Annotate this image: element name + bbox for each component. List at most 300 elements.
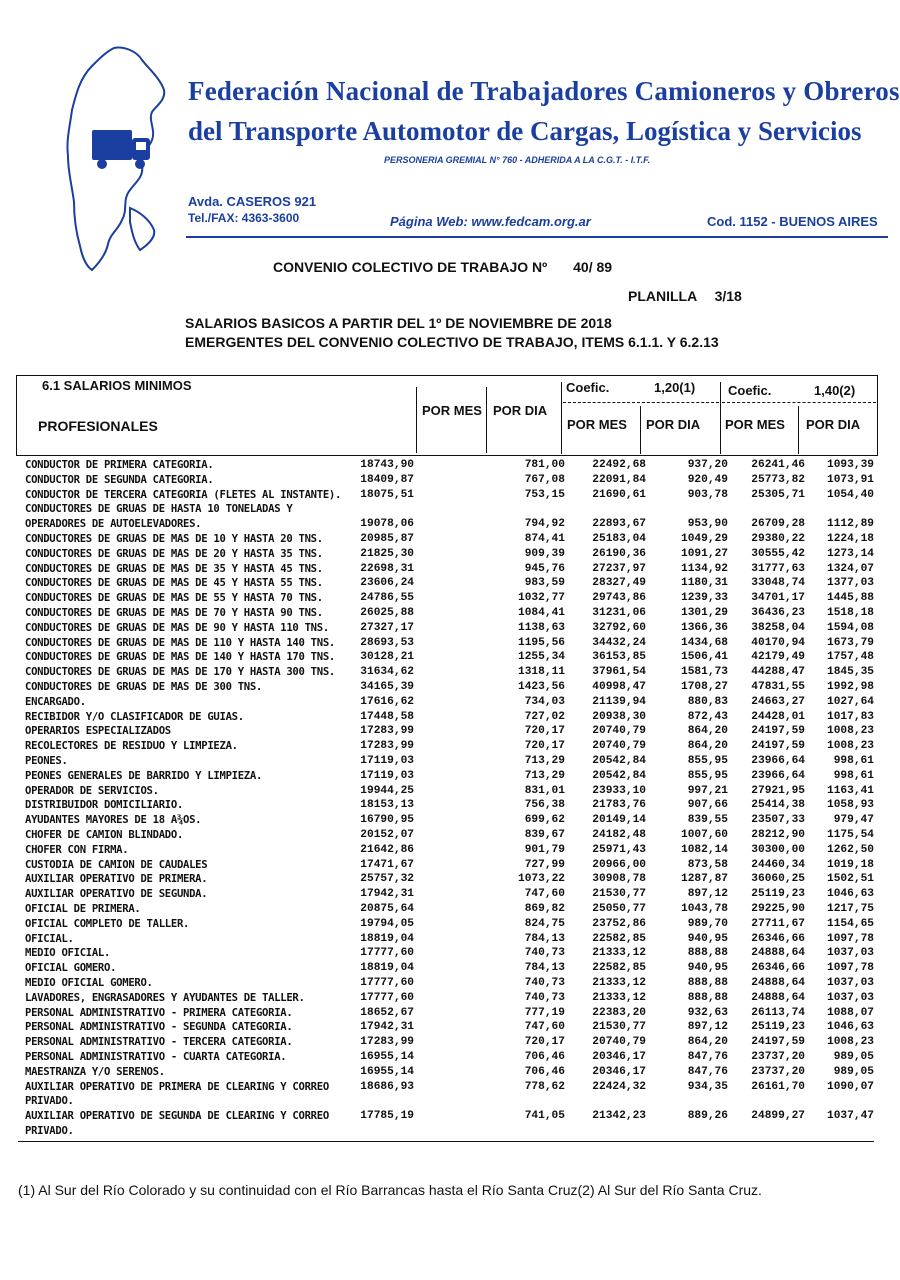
- salary-por-dia: 767,08: [524, 473, 565, 486]
- table-row: [18, 459, 878, 474]
- salary-por-mes-coef2: 25414,38: [751, 799, 805, 812]
- category-name: CONDUCTORES DE GRUAS DE MAS DE 55 Y HASTA 70 TNS.: [25, 592, 323, 605]
- salary-por-dia-coef2: 1163,41: [827, 784, 874, 797]
- salary-por-dia-coef2: 1027,64: [827, 695, 874, 708]
- category-name: PRIVADO.: [25, 1095, 74, 1108]
- table-row: [18, 1036, 878, 1051]
- category-name: OFICIAL COMPLETO DE TALLER.: [25, 917, 190, 930]
- salary-por-dia: 1084,41: [518, 607, 565, 619]
- salary-por-dia: 753,15: [524, 488, 565, 501]
- salary-por-mes: 16790,95: [360, 814, 414, 827]
- salary-por-dia-coef2: 1019,18: [827, 858, 874, 871]
- category-name: ENCARGADO.: [25, 695, 86, 708]
- table-row: [18, 1051, 878, 1066]
- salary-por-dia-coef2: 1008,23: [827, 740, 874, 753]
- salary-por-mes-coef2: 26346,66: [751, 962, 805, 975]
- salary-por-mes-coef2: 25305,71: [751, 488, 805, 501]
- salary-por-mes: 20152,07: [360, 829, 414, 841]
- planilla: [628, 288, 742, 304]
- salary-por-mes: 28693,53: [360, 636, 414, 649]
- table-row: [18, 1021, 878, 1036]
- salary-por-mes: 26025,88: [360, 607, 414, 619]
- salary-por-dia: 869,82: [524, 903, 565, 915]
- salary-por-mes-coef1: 22893,67: [592, 518, 646, 531]
- salary-por-dia: 1255,34: [518, 651, 565, 664]
- category-name: OPERADORES DE AUTOELEVADORES.: [25, 518, 202, 531]
- salary-por-mes-coef1: 21333,12: [592, 977, 646, 989]
- header-por-mes-coef2: POR MES: [725, 417, 785, 432]
- category-name: RECIBIDOR Y/O CLASIFICADOR DE GUIAS.: [25, 710, 244, 723]
- salary-por-mes-coef1: 36153,85: [592, 651, 646, 664]
- salary-por-mes: 21642,86: [360, 843, 414, 856]
- table-row: [18, 977, 878, 992]
- salary-por-mes-coef2: 30300,00: [751, 843, 805, 856]
- salary-por-mes: 23606,24: [360, 577, 414, 590]
- salary-por-dia-coef2: 1097,78: [827, 962, 874, 975]
- salary-por-dia: 983,59: [524, 577, 565, 590]
- salary-por-mes-coef2: 30555,42: [751, 547, 805, 560]
- table-row: [18, 755, 878, 770]
- salary-por-dia-coef2: 1502,51: [827, 873, 874, 886]
- salary-por-mes-coef2: 29225,90: [751, 903, 805, 915]
- salary-por-dia: 727,02: [524, 710, 565, 723]
- salary-por-mes-coef2: 26709,28: [751, 518, 805, 531]
- salary-por-mes-coef1: 30908,78: [592, 873, 646, 886]
- salary-por-mes-coef1: 20740,79: [592, 725, 646, 738]
- table-row: [18, 607, 878, 622]
- table-row: [18, 829, 878, 844]
- salary-por-dia: 778,62: [524, 1080, 565, 1093]
- coef-divider: [563, 402, 719, 403]
- salary-por-dia: 756,38: [524, 799, 565, 812]
- salary-por-mes-coef1: 20542,84: [592, 755, 646, 767]
- salary-por-mes-coef1: 22383,20: [592, 1006, 646, 1019]
- salary-por-mes-coef2: 23966,64: [751, 755, 805, 767]
- salary-por-dia-coef1: 953,90: [687, 518, 728, 531]
- salary-por-mes: 17942,31: [360, 888, 414, 901]
- salary-por-dia-coef1: 1366,36: [681, 621, 728, 634]
- salary-por-dia-coef1: 855,95: [687, 769, 728, 782]
- table-row: [18, 503, 878, 518]
- category-name: LAVADORES, ENGRASADORES Y AYUDANTES DE TALLER.: [25, 991, 305, 1004]
- salary-por-mes-coef2: 23737,20: [751, 1065, 805, 1078]
- category-name: PEONES GENERALES DE BARRIDO Y LIMPIEZA.: [25, 769, 263, 782]
- col-divider: [486, 387, 487, 453]
- salary-por-mes-coef2: 38258,04: [751, 621, 805, 634]
- footnote: (1) Al Sur del Río Colorado y su continuidad con el Río Barrancas hasta el Río Santa Cruz(2) Al Sur del Río Santa Cruz.: [18, 1182, 762, 1198]
- personeria-gremial: PERSONERIA GREMIAL N° 760 - ADHERIDA A LA C.G.T. - I.T.F.: [384, 155, 651, 165]
- salary-por-mes: 17448,58: [360, 710, 414, 723]
- salary-por-dia: 1423,56: [518, 681, 565, 693]
- table-row: [18, 681, 878, 696]
- salary-por-dia-coef1: 1091,27: [681, 547, 728, 560]
- salary-por-mes-coef2: 28212,90: [751, 829, 805, 841]
- salary-por-mes-coef2: 23966,64: [751, 769, 805, 782]
- table-row: [18, 518, 878, 533]
- salary-por-mes: 17777,60: [360, 991, 414, 1004]
- salary-por-mes-coef2: 24428,01: [751, 710, 805, 723]
- salary-por-dia: 1073,22: [518, 873, 565, 886]
- salary-por-mes-coef2: 24197,59: [751, 1036, 805, 1049]
- coef-value-2: 1,40(2): [814, 383, 856, 398]
- salary-por-dia-coef1: 897,12: [687, 1021, 728, 1034]
- header-por-dia-coef1: POR DIA: [646, 417, 701, 432]
- telfax: Tel./FAX: 4363-3600: [188, 211, 300, 225]
- salary-por-mes: 22698,31: [360, 562, 414, 575]
- salary-por-mes: 25757,32: [360, 873, 414, 886]
- salary-por-mes: 18153,13: [360, 799, 414, 812]
- category-name: CONDUCTORES DE GRUAS DE MAS DE 170 Y HASTA 300 TNS.: [25, 666, 335, 679]
- col-divider: [720, 382, 721, 454]
- header-por-dia: POR DIA: [493, 403, 548, 418]
- salary-por-dia-coef2: 1037,03: [827, 977, 874, 989]
- salary-por-dia: 874,41: [524, 533, 565, 545]
- salary-por-dia-coef2: 1262,50: [827, 843, 874, 856]
- salary-por-mes-coef2: 47831,55: [751, 681, 805, 693]
- salary-por-mes-coef1: 26190,36: [592, 547, 646, 560]
- salary-por-mes-coef2: 24888,64: [751, 991, 805, 1004]
- salary-por-dia-coef2: 1054,40: [827, 488, 874, 501]
- table-row: [18, 592, 878, 607]
- salary-por-mes-coef2: 24197,59: [751, 740, 805, 753]
- salary-por-mes-coef1: 24182,48: [592, 829, 646, 841]
- salary-por-mes: 17616,62: [360, 695, 414, 708]
- table-row: [18, 622, 878, 637]
- salary-por-mes: 17119,03: [360, 755, 414, 767]
- table-row: [18, 711, 878, 726]
- table-row: [18, 489, 878, 504]
- col-divider: [798, 406, 799, 454]
- salary-por-dia-coef2: 1518,18: [827, 607, 874, 619]
- table-row: [18, 1095, 878, 1110]
- category-name: PERSONAL ADMINISTRATIVO - CUARTA CATEGORIA.: [25, 1051, 287, 1063]
- category-name: CONDUCTORES DE GRUAS DE HASTA 10 TONELADAS Y: [25, 503, 293, 516]
- salary-por-mes-coef1: 25183,04: [592, 533, 646, 545]
- salary-por-dia-coef1: 989,70: [687, 917, 728, 930]
- salary-por-dia-coef1: 888,88: [687, 947, 728, 960]
- profesionales-header: PROFESIONALES: [38, 418, 158, 434]
- category-name: CONDUCTORES DE GRUAS DE MAS DE 10 Y HASTA 20 TNS.: [25, 533, 323, 545]
- coef-value-1: 1,20(1): [654, 380, 696, 395]
- salary-por-mes: 19794,05: [360, 917, 414, 930]
- category-name: CONDUCTORES DE GRUAS DE MAS DE 35 Y HASTA 45 TNS.: [25, 562, 323, 575]
- salary-por-dia: 1032,77: [518, 592, 565, 605]
- salary-por-dia-coef2: 1377,03: [827, 577, 874, 590]
- salary-por-dia-coef1: 1134,92: [681, 562, 728, 575]
- salary-por-mes: 17942,31: [360, 1021, 414, 1034]
- salary-por-dia-coef1: 997,21: [687, 784, 728, 797]
- salary-por-mes-coef2: 24663,27: [751, 695, 805, 708]
- org-name-line-2: del Transporte Automotor de Cargas, Logística y Servicios: [188, 116, 862, 146]
- category-name: PERSONAL ADMINISTRATIVO - TERCERA CATEGORIA.: [25, 1036, 293, 1049]
- table-row: [18, 785, 878, 800]
- salary-por-mes-coef2: 26113,74: [751, 1006, 805, 1019]
- salary-por-mes-coef2: 24460,34: [751, 858, 805, 871]
- salary-por-dia-coef1: 1049,29: [681, 533, 728, 545]
- table-row: [18, 577, 878, 592]
- salary-por-dia: 784,13: [524, 962, 565, 975]
- salary-por-mes: 18819,04: [360, 962, 414, 975]
- category-name: CONDUCTOR DE SEGUNDA CATEGORIA.: [25, 473, 214, 486]
- salary-por-dia-coef1: 920,49: [687, 473, 728, 486]
- salary-por-dia-coef1: 940,95: [687, 962, 728, 975]
- subtitle-line-1: SALARIOS BASICOS A PARTIR DEL 1º DE NOVIEMBRE DE 2018: [185, 315, 612, 331]
- category-name: AUXILIAR OPERATIVO DE SEGUNDA.: [25, 888, 208, 901]
- table-row: [18, 918, 878, 933]
- salary-por-mes-coef1: 22091,84: [592, 473, 646, 486]
- salary-por-dia: 1318,11: [518, 666, 565, 679]
- salary-por-dia: 734,03: [524, 695, 565, 708]
- category-name: OFICIAL DE PRIMERA.: [25, 903, 141, 915]
- table-row: [18, 933, 878, 948]
- postal-code: Cod. 1152 - BUENOS AIRES: [707, 214, 878, 229]
- salary-por-dia-coef2: 1845,35: [827, 666, 874, 679]
- salary-por-mes-coef2: 25119,23: [751, 1021, 805, 1034]
- category-name: RECOLECTORES DE RESIDUO Y LIMPIEZA.: [25, 740, 238, 753]
- col-divider: [640, 406, 641, 454]
- salary-por-dia-coef2: 1073,91: [827, 473, 874, 486]
- category-name: CONDUCTORES DE GRUAS DE MAS DE 70 Y HASTA 90 TNS.: [25, 607, 323, 619]
- salary-por-mes-coef1: 20740,79: [592, 1036, 646, 1049]
- salary-por-dia: 720,17: [524, 725, 565, 738]
- salary-por-mes: 27327,17: [360, 621, 414, 634]
- salary-por-dia-coef2: 989,05: [833, 1051, 874, 1063]
- salary-por-dia-coef2: 998,61: [833, 769, 874, 782]
- salary-por-mes: 18075,51: [360, 488, 414, 501]
- salary-por-mes-coef1: 20740,79: [592, 740, 646, 753]
- salary-por-dia-coef2: 1217,75: [827, 903, 874, 915]
- salary-por-mes: 18409,87: [360, 473, 414, 486]
- salary-por-dia-coef1: 864,20: [687, 725, 728, 738]
- salary-por-mes-coef1: 21139,94: [592, 695, 646, 708]
- section-title: 6.1 SALARIOS MINIMOS: [42, 378, 192, 393]
- truck-icon: [92, 130, 150, 169]
- salary-por-dia: 706,46: [524, 1065, 565, 1078]
- salary-por-dia-coef1: 888,88: [687, 991, 728, 1004]
- table-row: [18, 548, 878, 563]
- salary-por-mes: 19944,25: [360, 784, 414, 797]
- salary-por-dia-coef2: 1093,39: [827, 459, 874, 471]
- salary-por-mes: 18686,93: [360, 1080, 414, 1093]
- salary-por-mes-coef1: 20542,84: [592, 769, 646, 782]
- salary-por-dia-coef2: 1673,79: [827, 636, 874, 649]
- table-row: [18, 740, 878, 755]
- category-name: CONDUCTORES DE GRUAS DE MAS DE 140 Y HASTA 170 TNS.: [25, 651, 335, 664]
- salary-por-mes-coef2: 40170,94: [751, 636, 805, 649]
- salary-por-dia: 706,46: [524, 1051, 565, 1063]
- salary-por-mes-coef2: 33048,74: [751, 577, 805, 590]
- salary-por-mes-coef1: 25050,77: [592, 903, 646, 915]
- salary-por-dia-coef2: 1037,47: [827, 1110, 874, 1123]
- salary-por-dia: 713,29: [524, 755, 565, 767]
- salary-por-mes-coef1: 20346,17: [592, 1065, 646, 1078]
- salary-por-mes-coef2: 24888,64: [751, 947, 805, 960]
- salary-por-dia-coef1: 847,76: [687, 1065, 728, 1078]
- salary-por-dia: 713,29: [524, 769, 565, 782]
- salary-por-mes-coef1: 32792,60: [592, 621, 646, 634]
- salary-por-dia-coef2: 1154,65: [827, 917, 874, 930]
- salary-por-mes: 17283,99: [360, 740, 414, 753]
- salary-por-mes: 31634,62: [360, 666, 414, 679]
- table-row: [18, 859, 878, 874]
- salary-por-mes-coef1: 23752,86: [592, 917, 646, 930]
- table-row: [18, 799, 878, 814]
- salary-por-mes-coef1: 22582,85: [592, 962, 646, 975]
- salary-por-dia-coef1: 897,12: [687, 888, 728, 901]
- salary-por-mes-coef1: 20966,00: [592, 858, 646, 871]
- salary-por-mes-coef1: 21342,23: [592, 1110, 646, 1123]
- salary-por-mes-coef1: 28327,49: [592, 577, 646, 590]
- salary-por-mes: 17283,99: [360, 725, 414, 738]
- salary-por-dia-coef1: 1506,41: [681, 651, 728, 664]
- salary-por-mes-coef2: 27711,67: [751, 917, 805, 930]
- salary-por-dia: 740,73: [524, 977, 565, 989]
- salary-por-dia-coef1: 934,35: [687, 1080, 728, 1093]
- salary-por-mes-coef1: 31231,06: [592, 607, 646, 619]
- salary-por-dia-coef1: 855,95: [687, 755, 728, 767]
- salary-por-dia-coef1: 907,66: [687, 799, 728, 812]
- salary-por-dia-coef1: 932,63: [687, 1006, 728, 1019]
- table-row: [18, 474, 878, 489]
- salary-por-dia-coef2: 1224,18: [827, 533, 874, 545]
- salary-por-mes-coef2: 26161,70: [751, 1080, 805, 1093]
- salary-por-mes-coef2: 42179,49: [751, 651, 805, 664]
- table-row: [18, 563, 878, 578]
- category-name: AUXILIAR OPERATIVO DE SEGUNDA DE CLEARING Y CORREO: [25, 1110, 329, 1123]
- salary-por-mes: 17785,19: [360, 1110, 414, 1123]
- salary-por-dia-coef1: 1082,14: [681, 843, 728, 856]
- category-name: CHOFER DE CAMION BLINDADO.: [25, 829, 184, 841]
- category-name: PERSONAL ADMINISTRATIVO - PRIMERA CATEGORIA.: [25, 1006, 293, 1019]
- salary-por-mes-coef1: 21530,77: [592, 888, 646, 901]
- salary-por-dia-coef2: 1046,63: [827, 1021, 874, 1034]
- salary-por-mes-coef1: 21333,12: [592, 991, 646, 1004]
- salary-por-dia-coef2: 989,05: [833, 1065, 874, 1078]
- table-row: [18, 533, 878, 548]
- salary-por-dia-coef2: 1445,88: [827, 592, 874, 605]
- salary-por-dia-coef1: 888,88: [687, 977, 728, 989]
- salary-por-dia: 824,75: [524, 917, 565, 930]
- category-name: PEONES.: [25, 755, 68, 767]
- salary-por-mes-coef1: 21530,77: [592, 1021, 646, 1034]
- salary-por-dia-coef2: 1046,63: [827, 888, 874, 901]
- salary-por-dia: 777,19: [524, 1006, 565, 1019]
- planilla-number: 3/18: [714, 288, 742, 304]
- salary-por-mes-coef1: 21783,76: [592, 799, 646, 812]
- table-row: [18, 962, 878, 977]
- salary-por-mes-coef2: 24888,64: [751, 977, 805, 989]
- salary-por-dia-coef2: 1037,03: [827, 991, 874, 1004]
- salary-por-dia-coef2: 979,47: [833, 814, 874, 827]
- salary-por-dia: 741,05: [524, 1110, 565, 1123]
- table-row: [18, 1081, 878, 1096]
- salary-por-mes: 20875,64: [360, 903, 414, 915]
- salary-por-dia-coef2: 1992,98: [827, 681, 874, 693]
- salary-por-dia-coef1: 1287,87: [681, 873, 728, 886]
- salary-por-dia: 720,17: [524, 1036, 565, 1049]
- salary-por-mes: 30128,21: [360, 651, 414, 664]
- convenio-label: CONVENIO COLECTIVO DE TRABAJO Nº: [273, 259, 548, 275]
- coef-divider: [722, 402, 876, 403]
- table-row: [18, 873, 878, 888]
- salary-por-mes-coef1: 23933,10: [592, 784, 646, 797]
- category-name: CONDUCTOR DE TERCERA CATEGORIA (FLETES AL INSTANTE).: [25, 488, 342, 501]
- table-bottom-rule: [18, 1141, 874, 1142]
- salary-por-dia: 794,92: [524, 518, 565, 531]
- category-name: CONDUCTORES DE GRUAS DE MAS DE 45 Y HASTA 55 TNS.: [25, 577, 323, 590]
- salary-por-dia: 720,17: [524, 740, 565, 753]
- salary-por-dia-coef2: 1097,78: [827, 932, 874, 945]
- salary-por-dia-coef1: 940,95: [687, 932, 728, 945]
- salary-por-dia: 740,73: [524, 947, 565, 960]
- salary-por-dia: 784,13: [524, 932, 565, 945]
- salary-por-mes-coef1: 21333,12: [592, 947, 646, 960]
- salary-por-dia-coef2: 1112,89: [827, 518, 874, 531]
- website: Página Web: www.fedcam.org.ar: [390, 214, 591, 229]
- salary-por-dia-coef2: 1175,54: [827, 829, 874, 841]
- salary-por-dia-coef2: 1757,48: [827, 651, 874, 664]
- convenio-title: [273, 259, 612, 275]
- salary-por-dia-coef1: 1180,31: [681, 577, 728, 590]
- category-name: CONDUCTORES DE GRUAS DE MAS DE 90 Y HASTA 110 TNS.: [25, 621, 329, 634]
- salary-por-mes-coef2: 29380,22: [751, 533, 805, 545]
- salary-por-mes: 17777,60: [360, 947, 414, 960]
- salary-por-dia-coef2: 998,61: [833, 755, 874, 767]
- col-divider: [561, 382, 562, 454]
- salary-por-mes-coef1: 21690,61: [592, 488, 646, 501]
- salary-por-dia-coef1: 1301,29: [681, 607, 728, 619]
- salary-por-dia: 1195,56: [518, 636, 565, 649]
- category-name: CHOFER CON FIRMA.: [25, 843, 129, 856]
- col-divider: [416, 387, 417, 453]
- header-por-dia-coef2: POR DIA: [806, 417, 861, 432]
- salary-por-dia-coef2: 1008,23: [827, 725, 874, 738]
- salary-por-dia-coef1: 903,78: [687, 488, 728, 501]
- salary-por-mes-coef1: 25971,43: [592, 843, 646, 856]
- table-row: [18, 888, 878, 903]
- salary-por-mes: 20985,87: [360, 533, 414, 545]
- table-row: [18, 992, 878, 1007]
- category-name: PRIVADO.: [25, 1125, 74, 1137]
- subtitle-line-2: EMERGENTES DEL CONVENIO COLECTIVO DE TRABAJO, ITEMS 6.1.1. Y 6.2.13: [185, 334, 719, 350]
- salary-por-mes: 21825,30: [360, 547, 414, 560]
- salary-por-dia-coef2: 1037,03: [827, 947, 874, 960]
- category-name: OFICIAL GOMERO.: [25, 962, 117, 975]
- salary-por-mes-coef2: 36060,25: [751, 873, 805, 886]
- category-name: CONDUCTORES DE GRUAS DE MAS DE 20 Y HASTA 35 TNS.: [25, 547, 323, 560]
- salary-por-mes-coef2: 31777,63: [751, 562, 805, 575]
- salary-por-dia-coef1: 1434,68: [681, 636, 728, 649]
- salary-por-dia-coef1: 880,83: [687, 695, 728, 708]
- category-name: OPERADOR DE SERVICIOS.: [25, 784, 159, 797]
- salary-por-mes-coef1: 40998,47: [592, 681, 646, 693]
- salary-por-mes: 18743,90: [360, 459, 414, 471]
- salary-por-mes-coef1: 20346,17: [592, 1051, 646, 1063]
- salary-por-mes-coef2: 36436,23: [751, 607, 805, 619]
- salary-por-dia-coef1: 937,20: [687, 459, 728, 471]
- salary-por-dia-coef1: 847,76: [687, 1051, 728, 1063]
- address: Avda. CASEROS 921: [188, 194, 317, 209]
- salary-por-mes: 18819,04: [360, 932, 414, 945]
- salary-por-mes-coef2: 25773,82: [751, 473, 805, 486]
- salary-por-mes-coef1: 29743,86: [592, 592, 646, 605]
- salary-por-dia: 747,60: [524, 1021, 565, 1034]
- salary-por-mes: 17283,99: [360, 1036, 414, 1049]
- salary-por-dia: 839,67: [524, 829, 565, 841]
- salary-por-mes-coef2: 23507,33: [751, 814, 805, 827]
- salary-por-mes-coef1: 27237,97: [592, 562, 646, 575]
- salary-por-mes-coef1: 22492,68: [592, 459, 646, 471]
